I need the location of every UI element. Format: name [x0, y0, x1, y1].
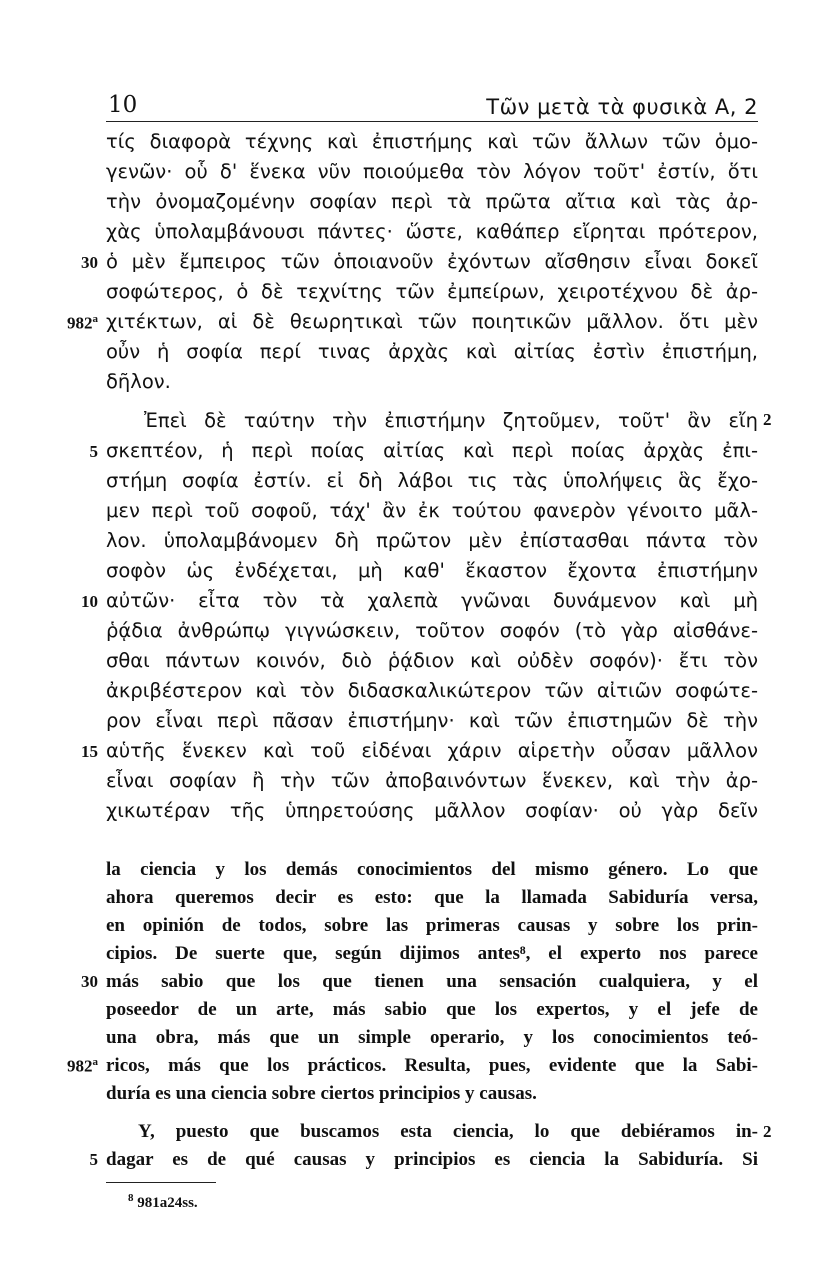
- greek-line: ῥᾴδια ἀνθρώπῳ γιγνώσκειν, τοῦτον σοφόν (τὸ γὰρ αἰσθάνε-: [106, 619, 758, 642]
- greek-line: τὴν ὀνομαζομένην σοφίαν περὶ τὰ πρῶτα αἴτια καὶ τὰς ἀρ-: [106, 190, 758, 213]
- greek-line: λον. ὑπολαμβάνομεν δὴ πρῶτον μὲν ἐπίστασθαι πάντα τὸν: [106, 529, 758, 552]
- greek-line: γενῶν· οὗ δ' ἕνεκα νῦν ποιούμεθα τὸν λόγον τοῦτ' ἐστίν, ὅτι: [106, 160, 758, 183]
- greek-line: αὐτῶν· εἶτα τὸν τὰ χαλεπὰ γνῶναι δυνάμενον καὶ μὴ: [106, 589, 758, 612]
- greek-line: αὑτῆς ἕνεκεν καὶ τοῦ εἰδέναι χάριν αἱρετὴν οὖσαν μᾶλλον: [106, 739, 758, 762]
- greek-line: ὁ μὲν ἔμπειρος τῶν ὁποιανοῦν ἐχόντων αἴσθησιν εἶναι δοκεῖ: [106, 250, 758, 273]
- greek-line: χικωτέραν τῆς ὑπηρετούσης μᾶλλον σοφίαν· οὐ γὰρ δεῖν: [106, 799, 758, 822]
- spanish-line: ahora queremos decir es esto: que la llamada Sabiduría versa,: [106, 887, 758, 908]
- spanish-margin-line-30: 30: [81, 972, 98, 991]
- greek-line: τίς διαφορὰ τέχνης καὶ ἐπιστήμης καὶ τῶν ἄλλων τῶν ὁμο-: [106, 130, 758, 153]
- greek-margin-982a: [0, 313, 98, 334]
- spanish-margin-982a: [0, 1056, 98, 1077]
- greek-line: οὖν ἡ σοφία περί τινας ἀρχὰς καὶ αἰτίας ἐστὶν ἐπιστήμη,: [106, 340, 758, 363]
- greek-line: σκεπτέον, ἡ περὶ ποίας αἰτίας καὶ περὶ ποίας ἀρχὰς ἐπι-: [106, 439, 758, 462]
- greek-line: ἀκριβέστερον καὶ τὸν διδασκαλικώτερον τῶν αἰτιῶν σοφώτε-: [106, 679, 758, 702]
- greek-margin-line-5: 5: [89, 442, 98, 461]
- greek-margin-line-30: 30: [81, 253, 98, 272]
- greek-margin-line-10: 10: [81, 592, 98, 611]
- greek-margin-line-15: 15: [81, 742, 98, 761]
- greek-chapter-number: 2: [763, 410, 772, 429]
- spanish-margin-982a-number: 982: [67, 1056, 93, 1076]
- greek-line: χιτέκτων, αἱ δὲ θεωρητικαὶ τῶν ποιητικῶν μᾶλλον. ὅτι μὲν: [106, 310, 758, 333]
- running-head: Τῶν μετὰ τὰ φυσικὰ Α, 2: [486, 95, 758, 119]
- spanish-line: poseedor de un arte, más sabio que los expertos, y el jefe de: [106, 999, 758, 1020]
- page-number: 10: [108, 92, 138, 118]
- greek-margin-982a-number: 982: [67, 313, 93, 333]
- spanish-chapter-number: 2: [763, 1122, 772, 1141]
- greek-line: Ἐπεὶ δὲ ταύτην τὴν ἐπιστήμην ζητοῦμεν, τοῦτ' ἂν εἴη: [144, 409, 758, 432]
- greek-line: σθαι πάντων κοινόν, διὸ ῥᾴδιον καὶ οὐδὲν σοφόν)· ἔτι τὸν: [106, 649, 758, 672]
- footnote: [128, 1192, 198, 1212]
- spanish-line: más sabio que los que tienen una sensación cualquiera, y el: [106, 971, 758, 992]
- greek-line: σοφώτερος, ὁ δὲ τεχνίτης τῶν ἐμπείρων, χειροτέχνου δὲ ἀρ-: [106, 280, 758, 303]
- greek-line: μεν περὶ τοῦ σοφοῦ, τάχ' ἂν ἐκ τούτου φανερὸν γένοιτο μᾶλ-: [106, 499, 758, 522]
- greek-line: εἶναι σοφίαν ἢ τὴν τῶν ἀποβαινόντων ἕνεκεν, καὶ τὴν ἀρ-: [106, 769, 758, 792]
- greek-line: σοφὸν ὡς ἐνδέχεται, μὴ καθ' ἕκαστον ἔχοντα ἐπιστήμην: [106, 559, 758, 582]
- greek-line: χὰς ὑπολαμβάνουσι πάντες· ὥστε, καθάπερ εἴρηται πρότερον,: [106, 220, 758, 243]
- greek-line: στήμη σοφία ἐστίν. εἰ δὴ λάβοι τις τὰς ὑπολήψεις ἃς ἔχο-: [106, 469, 758, 492]
- spanish-line: una obra, más que un simple operario, y los conocimientos teó-: [106, 1027, 758, 1048]
- footnote-marker: 8: [128, 1192, 134, 1204]
- spanish-line: la ciencia y los demás conocimientos del mismo género. Lo que: [106, 859, 758, 880]
- greek-line: δῆλον.: [106, 370, 171, 393]
- spanish-line: ricos, más que los prácticos. Resulta, pues, evidente que la Sabi-: [106, 1055, 758, 1076]
- spanish-line: Y, puesto que buscamos esta ciencia, lo que debiéramos in-: [138, 1121, 758, 1142]
- footnote-rule: [106, 1182, 216, 1183]
- spanish-line: duría es una ciencia sobre ciertos principios y causas.: [106, 1083, 537, 1104]
- spanish-margin-982a-column: a: [92, 1056, 98, 1068]
- spanish-margin-line-5: 5: [89, 1150, 98, 1169]
- greek-line: ρον εἶναι περὶ πᾶσαν ἐπιστήμην· καὶ τῶν ἐπιστημῶν δὲ τὴν: [106, 709, 758, 732]
- spanish-line: en opinión de todos, sobre las primeras causas y sobre los prin-: [106, 915, 758, 936]
- spanish-line: dagar es de qué causas y principios es ciencia la Sabiduría. Si: [106, 1149, 758, 1170]
- header-rule: [106, 121, 758, 122]
- greek-margin-982a-column: a: [92, 313, 98, 325]
- footnote-text: 981a24ss.: [137, 1195, 198, 1211]
- spanish-line: cipios. De suerte que, según dijimos antes⁸, el experto nos parece: [106, 943, 758, 964]
